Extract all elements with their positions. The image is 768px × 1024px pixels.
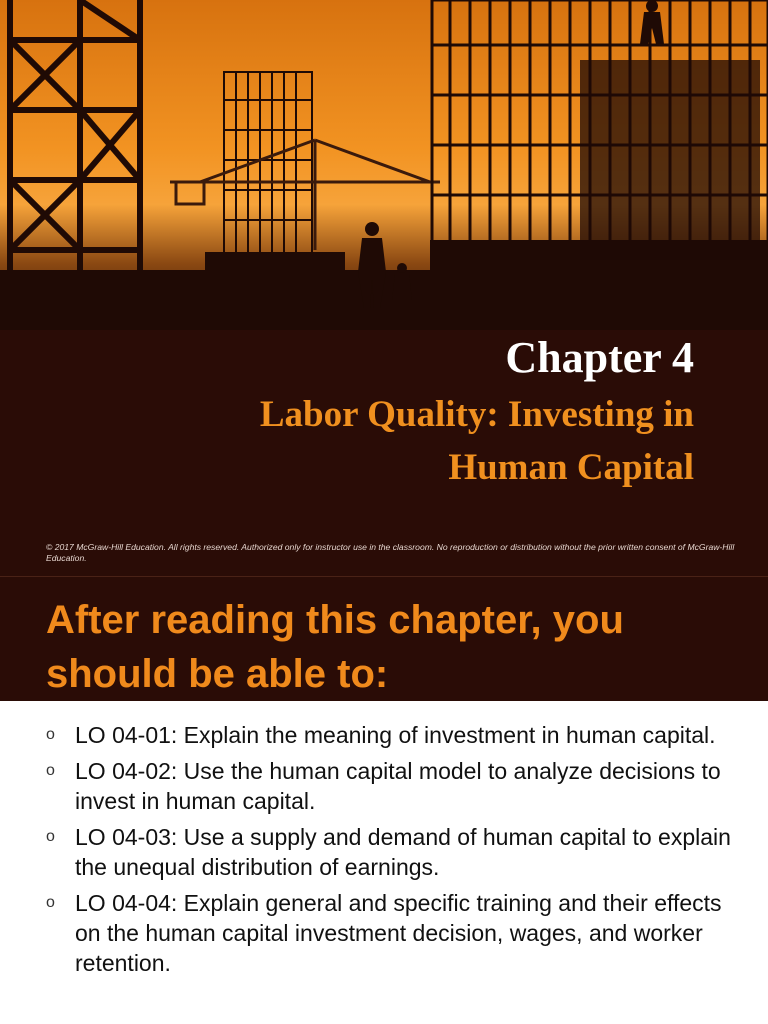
objective-text: LO 04-04: Explain general and specific training and their effects on the human capital investment decision, wages, and worker retention.: [75, 890, 722, 976]
list-item: [0, 822, 768, 882]
objectives-heading: After reading this chapter, you should be able to:: [46, 598, 624, 696]
list-item: [0, 888, 768, 978]
construction-site-silhouette: [0, 0, 768, 330]
learning-objectives-list: [0, 720, 768, 984]
chapter-title: Chapter 4: [505, 333, 694, 382]
bullet-icon: o: [46, 762, 55, 779]
bullet-icon: o: [46, 828, 55, 845]
objective-text: LO 04-01: Explain the meaning of investment in human capital.: [75, 722, 716, 748]
chapter-subtitle: Labor Quality: Investing in Human Capital: [259, 394, 694, 488]
objectives-header: [0, 576, 768, 701]
bullet-icon: o: [46, 894, 55, 911]
list-item: [0, 720, 768, 750]
bullet-icon: o: [46, 726, 55, 743]
objective-text: LO 04-03: Use a supply and demand of human capital to explain the unequal distribution of earnings.: [75, 824, 731, 880]
copyright-notice: © 2017 McGraw-Hill Education. All rights reserved. Authorized only for instructor use in the classroom. No reproduction or distribution without the prior written consent of McGraw-Hill Education.: [46, 542, 735, 563]
list-item: [0, 756, 768, 816]
objective-text: LO 04-02: Use the human capital model to analyze decisions to invest in human capital.: [75, 758, 721, 814]
